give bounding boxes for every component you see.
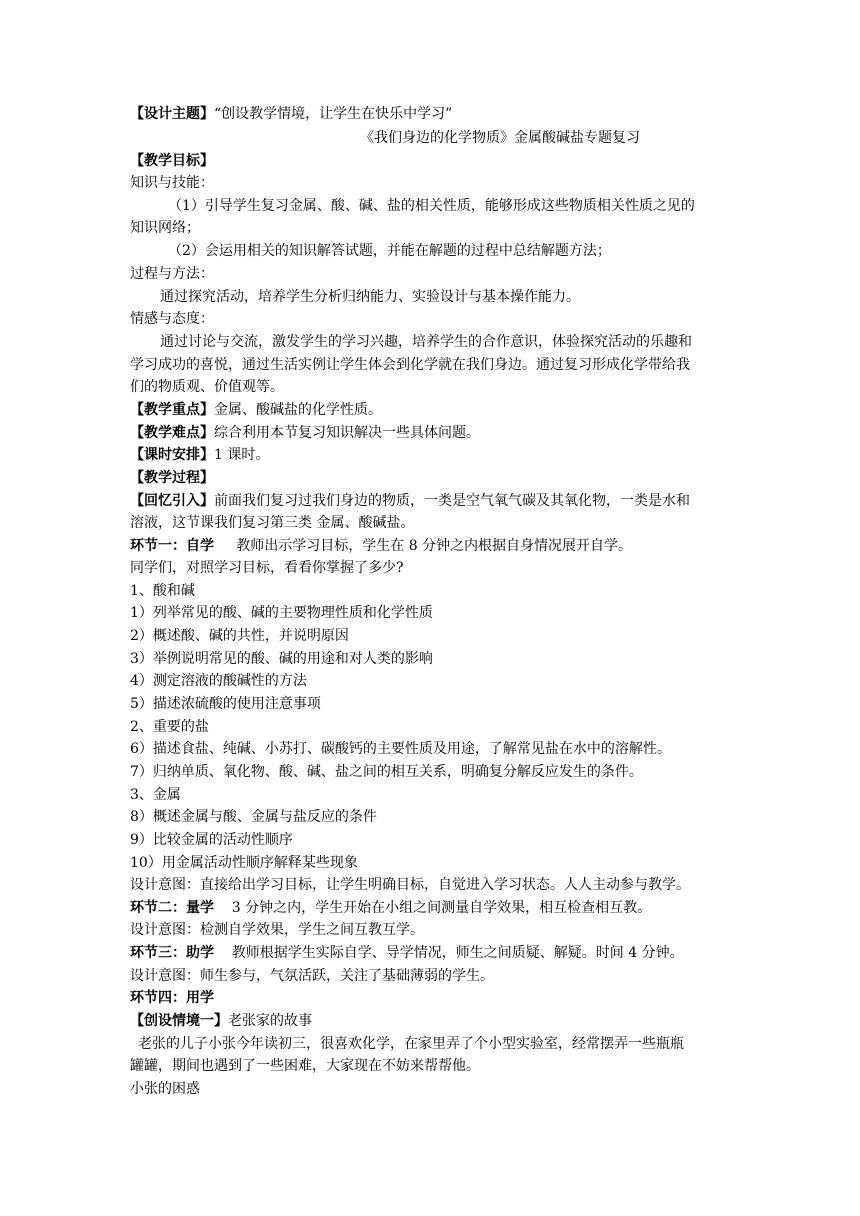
stage-1-text: 教师出示学习目标，学生在 8 分钟之内根据自身情况展开自学。 [214, 538, 633, 554]
list-item: 1、酸和碱 [130, 583, 195, 599]
knowledge-item-2: （2）会运用相关的知识解答试题，并能在解题的过程中总结解题方法； [168, 243, 611, 259]
key-point-label: 【教学重点】 [130, 402, 214, 418]
design-theme-text: “创设教学情境，让学生在快乐中学习” [214, 106, 453, 122]
scene-line [130, 1010, 740, 1032]
design-theme-label: 【设计主题】 [130, 106, 214, 122]
emotion-text-3: 们的物质观、价值观等。 [130, 379, 284, 395]
design-theme-line [130, 103, 740, 125]
list-item: 2）概述酸、碱的共性，并说明原因 [130, 628, 349, 644]
list-item: 3）举例说明常见的酸、碱的用途和对人类的影响 [130, 651, 433, 667]
puzzle-heading: 小张的困惑 [130, 1081, 200, 1097]
process-heading-main: 【教学过程】 [130, 470, 214, 486]
process-heading: 过程与方法： [130, 266, 214, 282]
scene-text: 老张家的故事 [228, 1013, 312, 1029]
list-item: 4）测定溶液的酸碱性的方法 [130, 673, 307, 689]
goals-heading: 【教学目标】 [130, 153, 214, 169]
list-item: 2、重要的盐 [130, 719, 209, 735]
stage-1-label: 环节一：自学 [130, 538, 214, 554]
list-item: 3、金属 [130, 787, 181, 803]
intent-3: 设计意图：师生参与，气氛活跃，关注了基础薄弱的学生。 [130, 968, 494, 984]
list-item: 8）概述金属与酸、金属与盐反应的条件 [130, 809, 377, 825]
time-line [130, 444, 740, 466]
stage-3-line [130, 942, 740, 964]
stage-3-label: 环节三：助学 [130, 945, 214, 961]
intent-1: 设计意图：直接给出学习目标，让学生明确目标，自觉进入学习状态。人人主动参与教学。 [130, 877, 690, 893]
difficulty-line [130, 422, 740, 444]
recall-text: 前面我们复习过我们身边的物质，一类是空气氧气碳及其氧化物，一类是水和 [214, 493, 690, 509]
intent-2: 设计意图：检测自学效果，学生之间互教互学。 [130, 922, 424, 938]
difficulty-label: 【教学难点】 [130, 425, 214, 441]
stage-1-line [130, 535, 740, 557]
time-label: 【课时安排】 [130, 447, 214, 463]
stage-2-text: 3 分钟之内，学生开始在小组之间测量自学效果，相互检查相互教。 [214, 900, 652, 916]
recall-text-2: 溶液，这节课我们复习第三类 金属、酸碱盐。 [130, 515, 415, 531]
list-item: 9）比较金属的活动性顺序 [130, 832, 293, 848]
recall-line [130, 490, 740, 512]
list-item: 1）列举常见的酸、碱的主要物理性质和化学性质 [130, 605, 433, 621]
list-item: 6）描述食盐、纯碱、小苏打、碳酸钙的主要性质及用途，了解常见盐在水中的溶解性。 [130, 741, 671, 757]
process-text: 通过探究活动，培养学生分析归纳能力、实验设计与基本操作能力。 [160, 289, 580, 305]
recall-label: 【回忆引入】 [130, 493, 214, 509]
knowledge-item-1a: （1）引导学生复习金属、酸、碱、盐的相关性质，能够形成这些物质相关性质之见的 [168, 198, 695, 214]
stage-3-text: 教师根据学生实际自学、导学情况，师生之间质疑、解疑。时间 4 分钟。 [214, 945, 684, 961]
question-line: 同学们，对照学习目标，看看你掌握了多少? [130, 560, 404, 576]
emotion-heading: 情感与态度： [130, 311, 214, 327]
emotion-text-1: 通过讨论与交流，激发学生的学习兴趣，培养学生的合作意识，体验探究活动的乐趣和 [160, 334, 692, 350]
stage-4-label: 环节四：用学 [130, 990, 214, 1006]
list-item: 7）归纳单质、氧化物、酸、碱、盐之间的相互关系，明确复分解反应发生的条件。 [130, 764, 643, 780]
knowledge-item-1b: 知识网络； [130, 220, 200, 236]
scene-label: 【创设情境一】 [130, 1013, 228, 1029]
time-text: 1 课时。 [214, 447, 270, 463]
key-point-text: 金属、酸碱盐的化学性质。 [214, 402, 382, 418]
knowledge-heading: 知识与技能： [130, 175, 214, 191]
list-item: 5）描述浓硫酸的使用注意事项 [130, 696, 321, 712]
list-item: 10）用金属活动性顺序解释某些现象 [130, 855, 358, 871]
stage-2-label: 环节二：量学 [130, 900, 214, 916]
story-text-2: 罐罐，期间也遇到了一些困难，大家现在不妨来帮帮他。 [130, 1058, 480, 1074]
emotion-text-2: 学习成功的喜悦，通过生活实例让学生体会到化学就在我们身边。通过复习形成化学带给我 [130, 357, 690, 373]
difficulty-text: 综合利用本节复习知识解决一些具体问题。 [214, 425, 480, 441]
lesson-subtitle: 《我们身边的化学物质》金属酸碱盐专题复习 [360, 130, 640, 146]
key-point-line [130, 399, 740, 421]
story-text-1: 老张的儿子小张今年读初三，很喜欢化学，在家里弄了个小型实验室，经常摆弄一些瓶瓶 [138, 1036, 684, 1052]
stage-2-line [130, 897, 740, 919]
